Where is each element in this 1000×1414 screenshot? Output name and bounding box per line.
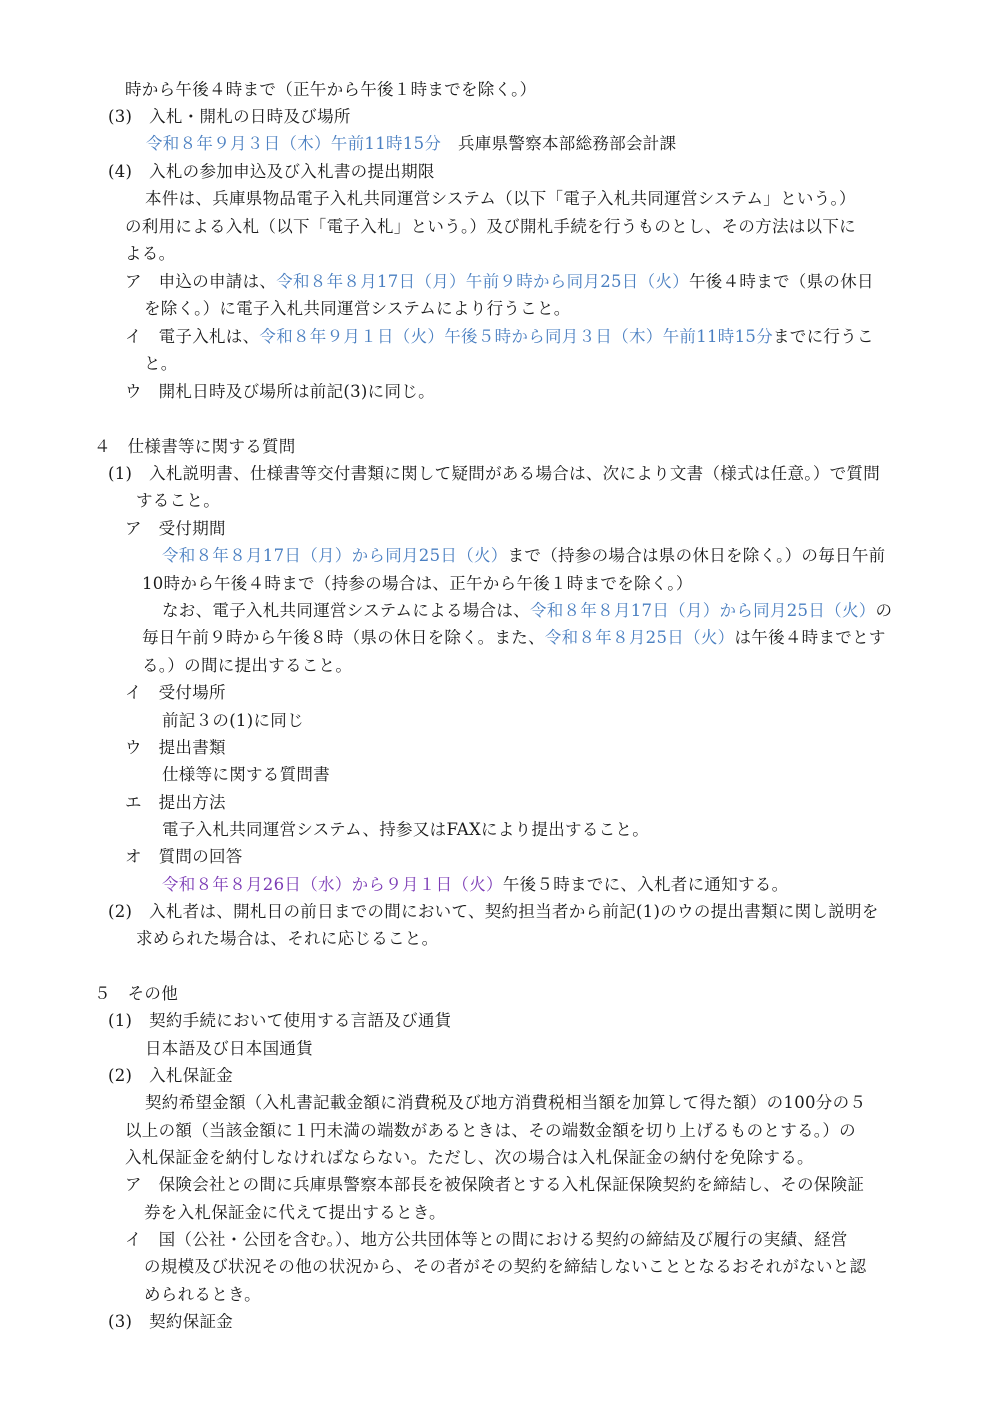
highlighted-date: 令和８年８月25日（火） xyxy=(544,628,735,647)
subsection-heading: (2) 入札保証金 xyxy=(108,1066,234,1085)
text-line: 仕様等に関する質問書 xyxy=(162,765,330,784)
highlighted-date: 令和８年８月17日（月）午前９時から同月25日（火） xyxy=(276,272,689,291)
text-line: る。）の間に提出すること。 xyxy=(142,656,353,675)
item-heading: イ 受付場所 xyxy=(125,683,226,702)
text-line: の規模及び状況その他の状況から、その者がその契約を締結しないこととなるおそれがないと認 xyxy=(144,1257,867,1276)
text-line: 券を入札保証金に代えて提出するとき。 xyxy=(144,1203,446,1222)
subsection-heading: (1) 契約手続において使用する言語及び通貨 xyxy=(108,1011,452,1030)
subsection-heading: (4) 入札の参加申込及び入札書の提出期限 xyxy=(108,162,435,181)
text-line: ア 保険会社との間に兵庫県警察本部長を被保険者とする入札保証保険契約を締結し、その保険証 xyxy=(125,1175,865,1194)
text-line: 毎日午前９時から午後８時（県の休日を除く。また、令和８年８月25日（火）は午後４時までとす xyxy=(142,628,886,647)
text-line: められるとき。 xyxy=(144,1285,261,1304)
text-line: 入札保証金を納付しなければならない。ただし、次の場合は入札保証金の納付を免除する。 xyxy=(125,1148,814,1167)
text-line: 以上の額（当該金額に１円未満の端数があるときは、その端数金額を切り上げるものとする。）の xyxy=(125,1121,856,1140)
text-line: 令和８年８月26日（水）から９月１日（火）午後５時までに、入札者に通知する。 xyxy=(162,875,789,894)
highlighted-date: 令和８年８月17日（月）から同月25日（火） xyxy=(162,546,508,565)
text-line: ア 申込の申請は、令和８年８月17日（月）午前９時から同月25日（火）午後４時まで（県の休日 xyxy=(125,272,874,291)
text-line: 時から午後４時まで（正午から午後１時までを除く。） xyxy=(125,80,537,99)
text-line: 本件は、兵庫県物品電子入札共同運営システム（以下「電子入札共同運営システム」という。） xyxy=(145,189,856,208)
text-line: (1) 入札説明書、仕様書等交付書類に関して疑問がある場合は、次により文書（様式は任意。）で質問 xyxy=(108,464,881,483)
text-line: 日本語及び日本国通貨 xyxy=(145,1039,313,1058)
text-line: 求められた場合は、それに応じること。 xyxy=(136,929,439,948)
text-line: なお、電子入札共同運営システムによる場合は、令和８年８月17日（月）から同月25日（火）の xyxy=(162,601,893,620)
text-line: の利用による入札（以下「電子入札」という。）及び開札手続を行うものとし、その方法は以下に xyxy=(125,217,856,236)
item-heading: エ 提出方法 xyxy=(125,793,226,812)
highlighted-date: 令和８年８月26日（水）から９月１日（火） xyxy=(162,875,503,894)
text-line: 令和８年８月17日（月）から同月25日（火）まで（持参の場合は県の休日を除く。）の毎日午前 xyxy=(162,546,886,565)
text-line: と。 xyxy=(144,354,178,373)
item-heading: オ 質問の回答 xyxy=(125,847,243,866)
text-line: すること。 xyxy=(136,491,220,510)
text-line: イ 電子入札は、令和８年９月１日（火）午後５時から同月３日（木）午前11時15分までに行うこ xyxy=(125,327,874,346)
text-line: 前記３の(1)に同じ xyxy=(162,711,304,730)
highlighted-date: 令和８年９月３日（木）午前11時15分 xyxy=(146,134,442,153)
section-heading: ５ その他 xyxy=(94,984,178,1003)
text-line: (2) 入札者は、開札日の前日までの間において、契約担当者から前記(1)のウの提出書類に関し説明を xyxy=(108,902,879,921)
highlighted-date: 令和８年８月17日（月）から同月25日（火） xyxy=(529,601,876,620)
item-heading: ア 受付期間 xyxy=(125,519,226,538)
text-line: 令和８年９月３日（木）午前11時15分 兵庫県警察本部総務部会計課 xyxy=(146,134,677,153)
item-heading: ウ 提出書類 xyxy=(125,738,226,757)
text-line: イ 国（公社・公団を含む。）、地方公共団体等との間における契約の締結及び履行の実績、経営 xyxy=(125,1230,848,1249)
subsection-heading: (3) 契約保証金 xyxy=(108,1312,234,1331)
text-line: 10時から午後４時まで（持参の場合は、正午から午後１時までを除く。） xyxy=(142,574,693,593)
text-line: 電子入札共同運営システム、持参又はFAXにより提出すること。 xyxy=(162,820,650,839)
subsection-heading: (3) 入札・開札の日時及び場所 xyxy=(108,107,351,126)
text-line: ウ 開札日時及び場所は前記(3)に同じ。 xyxy=(125,382,435,401)
text-line: を除く。）に電子入札共同運営システムにより行うこと。 xyxy=(144,299,571,318)
text-line: よる。 xyxy=(125,244,176,263)
section-heading: ４ 仕様書等に関する質問 xyxy=(94,437,296,456)
highlighted-date: 令和８年９月１日（火）午後５時から同月３日（木）午前11時15分 xyxy=(259,327,773,346)
text-line: 契約希望金額（入札書記載金額に消費税及び地方消費税相当額を加算して得た額）の100分の５ xyxy=(145,1093,867,1112)
